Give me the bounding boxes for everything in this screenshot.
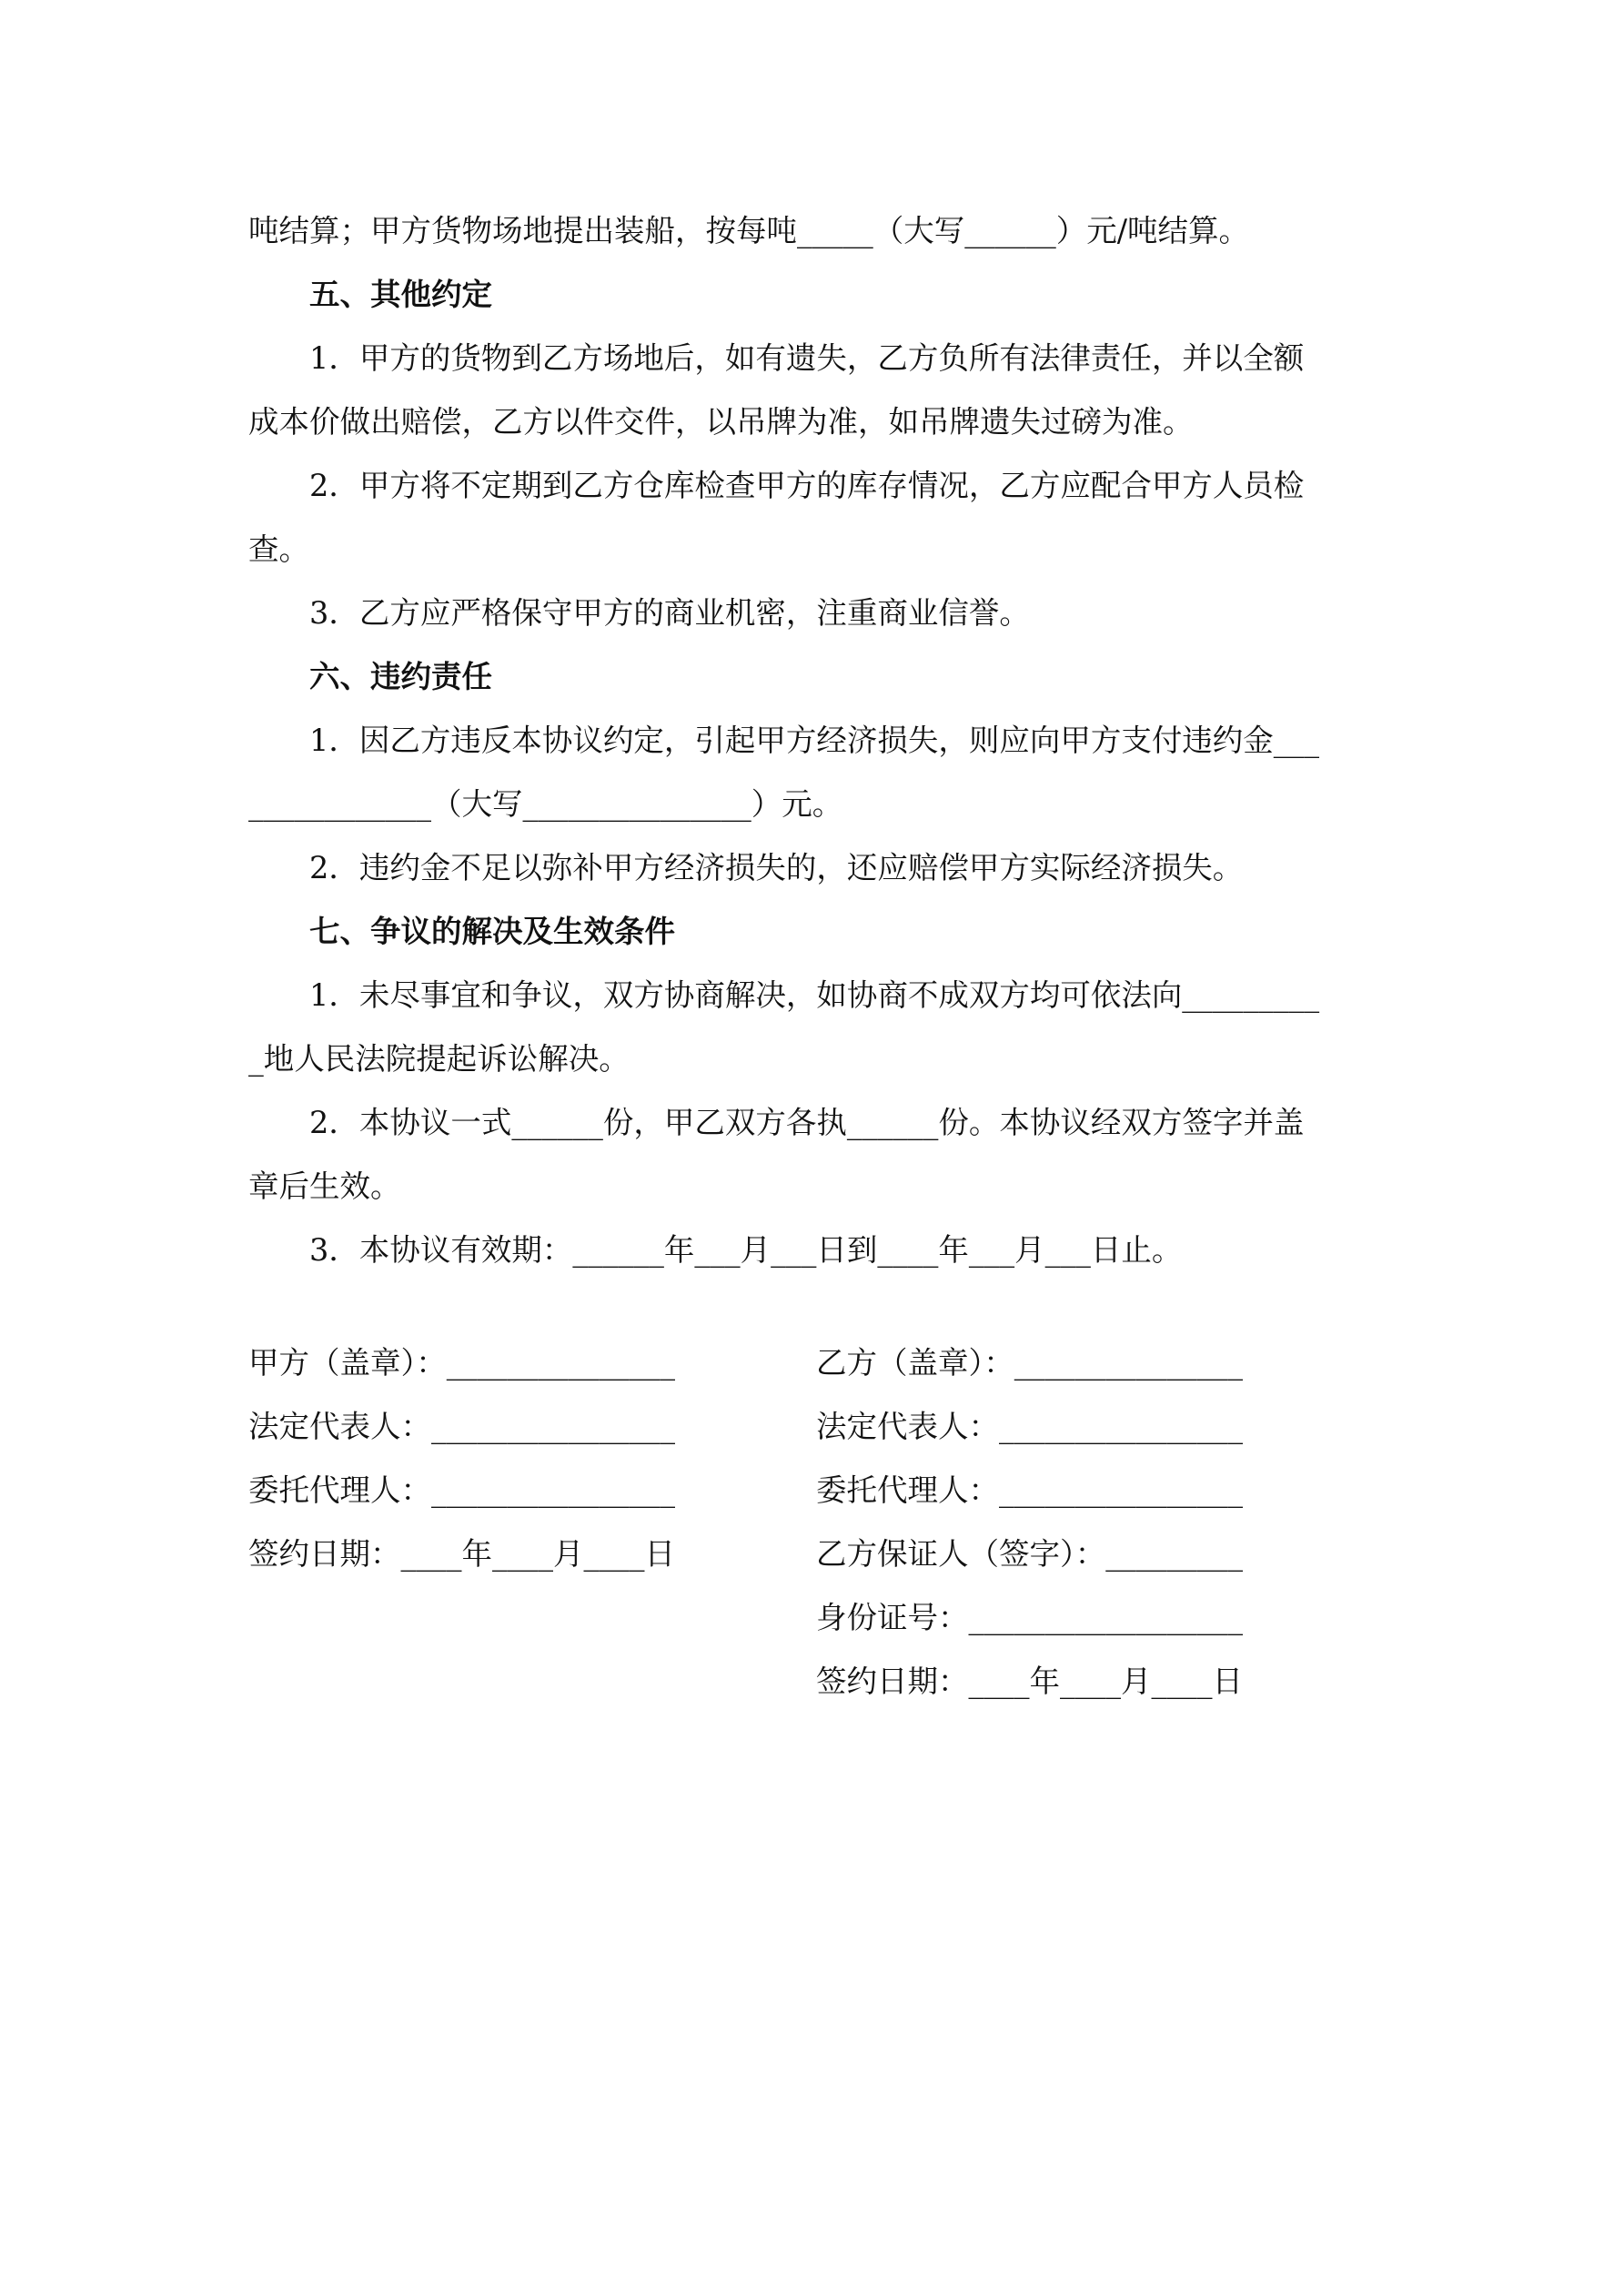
party-a-legal-rep-field: 法定代表人：________________ [248, 1409, 675, 1444]
section-6-item-1-cont: ____________（大写_______________）元。 [248, 786, 843, 822]
settlement-line: 吨结算；甲方货物场地提出装船，按每吨_____（大写______）元/吨结算。 [248, 213, 1250, 248]
section-7-item-3: 3．本协议有效期：______年___月___日到____年___月___日止。 [309, 1232, 1183, 1268]
section-7-item-1-cont: _地人民法院提起诉讼解决。 [248, 1041, 630, 1077]
section-5-item-1: 1．甲方的货物到乙方场地后，如有遗失，乙方负所有法律责任，并以全额 [309, 340, 1305, 376]
party-a-sign-date-field: 签约日期：____年____月____日 [248, 1536, 675, 1572]
section-5-item-1-cont: 成本价做出赔偿，乙方以件交件，以吊牌为准，如吊牌遗失过磅为准。 [248, 404, 1194, 440]
party-b-legal-rep-field: 法定代表人：________________ [816, 1409, 1243, 1444]
section-6-item-2: 2．违约金不足以弥补甲方经济损失的，还应赔偿甲方实际经济损失。 [309, 850, 1244, 885]
contract-body [248, 199, 1397, 1282]
section-7-item-2: 2．本协议一式______份，甲乙双方各执______份。本协议经双方签字并盖 [309, 1105, 1305, 1140]
section-7-heading: 七、争议的解决及生效条件 [309, 914, 675, 949]
party-b-agent-field: 委托代理人：________________ [816, 1472, 1243, 1508]
party-b-signature-block [816, 1331, 1243, 1714]
section-6-item-1: 1．因乙方违反本协议约定，引起甲方经济损失，则应向甲方支付违约金___ [309, 723, 1320, 758]
party-b-seal-field: 乙方（盖章）：_______________ [816, 1345, 1243, 1381]
party-b-guarantor-field: 乙方保证人（签字）：_________ [816, 1536, 1243, 1572]
section-5-item-2: 2．甲方将不定期到乙方仓库检查甲方的库存情况，乙方应配合甲方人员检 [309, 468, 1305, 503]
section-5-heading: 五、其他约定 [309, 277, 492, 312]
section-7-item-2-cont: 章后生效。 [248, 1168, 401, 1204]
party-b-id-number-field: 身份证号：__________________ [816, 1600, 1243, 1635]
party-a-signature-block [248, 1331, 675, 1586]
party-a-agent-field: 委托代理人：________________ [248, 1472, 675, 1508]
section-5-item-3: 3．乙方应严格保守甲方的商业机密，注重商业信誉。 [309, 595, 1030, 631]
section-7-item-1: 1．未尽事宜和争议，双方协商解决，如协商不成双方均可依法向_________ [309, 977, 1320, 1013]
party-b-sign-date-field: 签约日期：____年____月____日 [816, 1664, 1243, 1699]
party-a-seal-field: 甲方（盖章）：_______________ [248, 1345, 675, 1381]
section-5-item-2-cont: 查。 [248, 531, 309, 567]
section-6-heading: 六、违约责任 [309, 659, 492, 694]
